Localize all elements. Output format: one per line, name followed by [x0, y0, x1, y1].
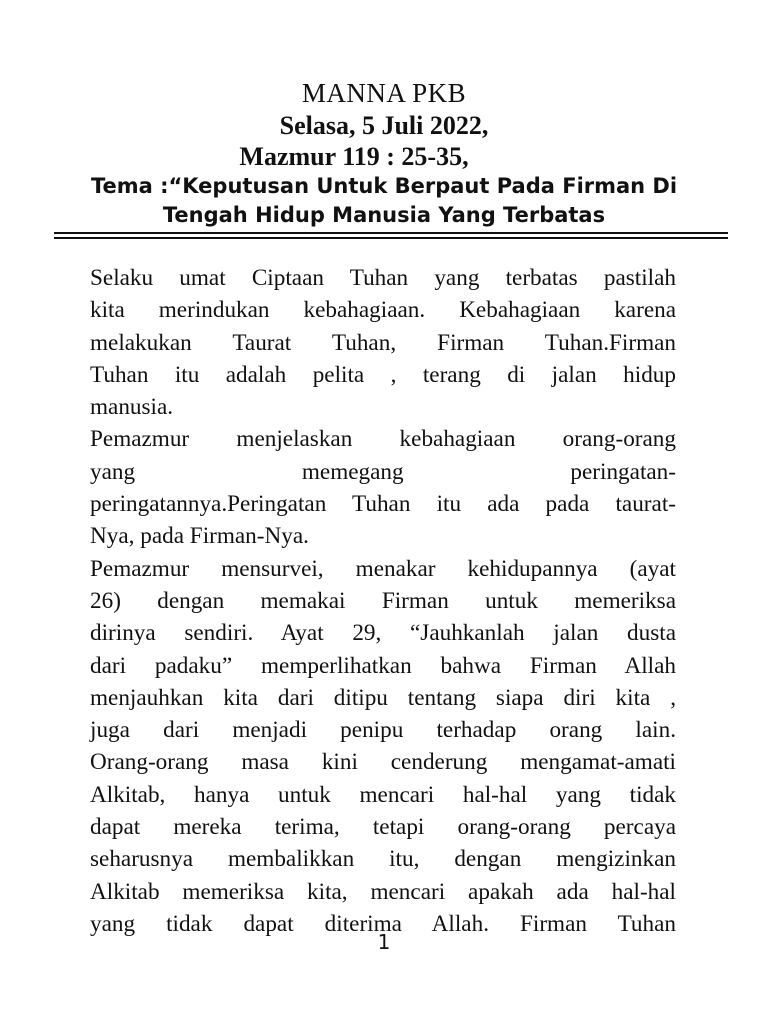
header-rule-bottom — [54, 237, 728, 239]
body-line: manusia. — [90, 394, 174, 421]
body-line: peringatannya.Peringatan Tuhan itu ada pada taurat- — [90, 491, 676, 518]
body-line: kita merindukan kebahagiaan. Kebahagiaan karena — [90, 297, 676, 324]
body-line: Pemazmur menjelaskan kebahagiaan orang-orang — [90, 426, 676, 453]
body-line: Tuhan itu adalah pelita , terang di jalan hidup — [90, 361, 676, 388]
body-line: seharusnya membalikkan itu, dengan mengizinkan — [90, 846, 676, 873]
page-number: 1 — [377, 930, 391, 954]
body-text — [90, 262, 676, 940]
scripture-reference: Mazmur 119 : 25-35, — [239, 142, 469, 171]
theme-line-2: Tengah Hidup Manusia Yang Terbatas — [162, 203, 606, 227]
body-line: yang memegang peringatan- — [90, 458, 676, 485]
body-line: dirinya sendiri. Ayat 29, “Jauhkanlah jalan dusta — [90, 620, 676, 647]
body-line: yang tidak dapat diterima Allah. Firman Tuhan — [90, 910, 676, 937]
body-line: Pemazmur mensurvei, menakar kehidupannya (ayat — [90, 555, 676, 582]
body-line: Orang-orang masa kini cenderung mengamat-amati — [90, 749, 676, 776]
body-line: melakukan Taurat Tuhan, Firman Tuhan.Firman — [90, 329, 676, 356]
header-rule-top — [54, 232, 728, 234]
body-line: 26) dengan memakai Firman untuk memeriksa — [90, 587, 676, 614]
body-line: juga dari menjadi penipu terhadap orang lain. — [90, 717, 676, 744]
body-line: menjauhkan kita dari ditipu tentang siapa diri kita , — [90, 684, 676, 711]
document-date: Selasa, 5 Juli 2022, — [279, 111, 489, 140]
body-line: Selaku umat Ciptaan Tuhan yang terbatas pastilah — [90, 265, 676, 291]
body-line: Nya, pada Firman-Nya. — [90, 523, 309, 550]
body-line: dari padaku” memperlihatkan bahwa Firman Allah — [90, 652, 676, 679]
body-line: dapat mereka terima, tetapi orang-orang percaya — [90, 814, 676, 841]
theme-line-1: Tema :“Keputusan Untuk Berpaut Pada Firman Di — [90, 174, 678, 198]
body-line: Alkitab, hanya untuk mencari hal-hal yang tidak — [90, 781, 676, 808]
document-title: MANNA PKB — [301, 78, 467, 108]
body-line: Alkitab memeriksa kita, mencari apakah ada hal-hal — [90, 878, 676, 905]
